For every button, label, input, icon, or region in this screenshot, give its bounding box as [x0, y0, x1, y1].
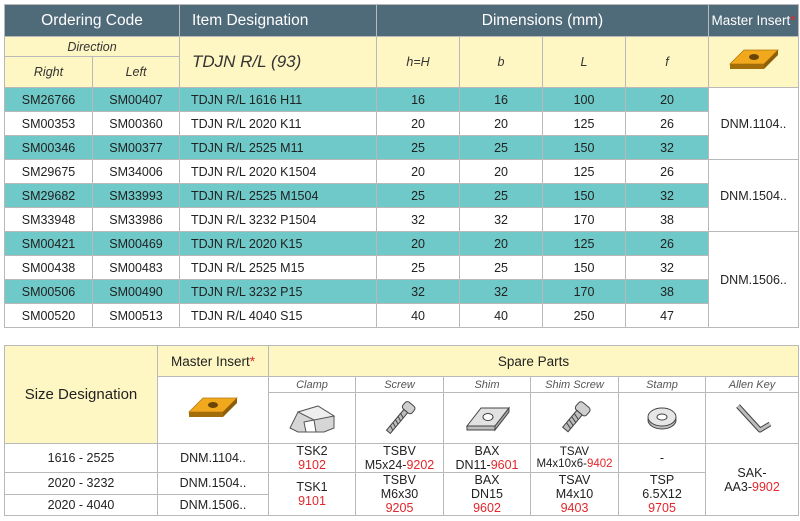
shim-screw-code: TSAV [559, 446, 590, 458]
master-insert-image [709, 37, 799, 88]
dim-f: 38 [626, 208, 709, 232]
stamp-value: - [619, 444, 706, 473]
item-designation: TDJN R/L 3232 P15 [180, 280, 377, 304]
table-row [5, 232, 799, 256]
code-right: SM00438 [5, 256, 93, 280]
dim-b-header: b [460, 37, 543, 88]
master-insert-value: DNM.1504.. [158, 473, 269, 495]
shim-screw-value [531, 444, 619, 473]
code-right: SM00506 [5, 280, 93, 304]
dim-h: 25 [377, 256, 460, 280]
dim-f: 32 [626, 256, 709, 280]
allen-key-value [706, 444, 799, 516]
code-right: SM29675 [5, 160, 93, 184]
shim-screw-header: Shim Screw [531, 377, 619, 393]
screw-size: M6x30 [380, 487, 419, 501]
screw-code: TSBV [383, 473, 416, 487]
shim-screw-image [531, 393, 619, 444]
code-left: SM00483 [93, 256, 180, 280]
table-row [5, 112, 799, 136]
item-designation: TDJN R/L 3232 P1504 [180, 208, 377, 232]
code-left: SM00490 [93, 280, 180, 304]
code-right: SM00346 [5, 136, 93, 160]
size-designation: 1616 - 2525 [5, 444, 158, 473]
item-designation: TDJN R/L 2020 K15 [180, 232, 377, 256]
dim-l: 125 [543, 232, 626, 256]
table-row [5, 473, 799, 495]
allen-key-size: AA3- [724, 479, 752, 494]
clamp-number: 9101 [298, 494, 326, 508]
shim-header: Shim [444, 377, 531, 393]
dim-h: 32 [377, 280, 460, 304]
table-row [5, 184, 799, 208]
shim-icon [459, 398, 515, 438]
dim-f: 32 [626, 136, 709, 160]
table-row [5, 208, 799, 232]
table-row [5, 88, 799, 112]
dim-b: 32 [460, 280, 543, 304]
code-left: SM33986 [93, 208, 180, 232]
clamp-value [269, 473, 356, 516]
screw-icon [372, 398, 428, 438]
size-designation: 2020 - 3232 [5, 473, 158, 495]
dim-f: 47 [626, 304, 709, 328]
item-designation: TDJN R/L 2020 K1504 [180, 160, 377, 184]
item-designation: TDJN R/L 4040 S15 [180, 304, 377, 328]
dim-h: 20 [377, 112, 460, 136]
dim-b: 20 [460, 232, 543, 256]
screw-header: Screw [356, 377, 444, 393]
dim-l: 250 [543, 304, 626, 328]
dim-f: 26 [626, 112, 709, 136]
dim-f: 38 [626, 280, 709, 304]
shim-image [444, 393, 531, 444]
dim-h: 25 [377, 184, 460, 208]
dim-b: 25 [460, 184, 543, 208]
dim-f: 20 [626, 88, 709, 112]
master-insert-header [709, 5, 799, 37]
screw-value [356, 473, 444, 516]
master-insert-label: Master Insert [170, 353, 250, 369]
stamp-image [619, 393, 706, 444]
code-left: SM00513 [93, 304, 180, 328]
dim-l: 170 [543, 280, 626, 304]
stamp-header: Stamp [619, 377, 706, 393]
shim-size: DN15 [471, 487, 503, 501]
code-left: SM00360 [93, 112, 180, 136]
table-row [5, 160, 799, 184]
ordering-code-header: Ordering Code [5, 5, 180, 37]
clamp-code: TSK1 [296, 480, 328, 494]
dim-b: 25 [460, 136, 543, 160]
master-insert-value: DNM.1506.. [158, 494, 269, 516]
dim-l: 150 [543, 184, 626, 208]
diamond-insert-icon [728, 42, 780, 82]
screw-number: 9205 [385, 501, 414, 515]
shim-code: BAX [474, 444, 500, 458]
stamp-size: 6.5X12 [642, 487, 682, 501]
dim-f: 32 [626, 184, 709, 208]
shim-number: 9601 [490, 458, 519, 472]
item-title: TDJN R/L (93) [180, 37, 377, 88]
diamond-insert-icon [187, 390, 239, 430]
direction-right-header: Right [5, 57, 93, 88]
master-insert-value: DNM.1104.. [158, 444, 269, 473]
code-right: SM29682 [5, 184, 93, 208]
dim-f-header: f [626, 37, 709, 88]
stamp-value [619, 473, 706, 516]
table-row [5, 256, 799, 280]
screw-value [356, 444, 444, 473]
allen-key-icon [724, 398, 780, 438]
master-insert-value: DNM.1104.. [709, 88, 799, 160]
spare-parts-header: Spare Parts [269, 346, 799, 377]
dim-h: 20 [377, 232, 460, 256]
shim-number: 9602 [473, 501, 501, 515]
clamp-header: Clamp [269, 377, 356, 393]
dim-h: 20 [377, 160, 460, 184]
allen-key-code: SAK- [737, 465, 767, 480]
master-insert-value: DNM.1506.. [709, 232, 799, 328]
code-right: SM00520 [5, 304, 93, 328]
item-designation-header: Item Designation [180, 5, 377, 37]
clamp-number: 9102 [298, 458, 326, 472]
stamp-code: TSP [649, 473, 675, 487]
dim-h-header: h=H [377, 37, 460, 88]
shim-value [444, 444, 531, 473]
screw-code: TSBV [383, 444, 416, 458]
shim-screw-number: 9403 [560, 501, 589, 515]
spare-parts-table [4, 345, 799, 516]
item-designation: TDJN R/L 2525 M1504 [180, 184, 377, 208]
dim-l-header: L [543, 37, 626, 88]
code-left: SM00377 [93, 136, 180, 160]
dim-h: 32 [377, 208, 460, 232]
item-designation: TDJN R/L 1616 H11 [180, 88, 377, 112]
asterisk: * [249, 353, 256, 369]
allen-key-number: 9902 [752, 479, 780, 494]
dim-l: 150 [543, 256, 626, 280]
clamp-value [269, 444, 356, 473]
direction-header: Direction [5, 37, 180, 57]
dim-l: 170 [543, 208, 626, 232]
dim-l: 100 [543, 88, 626, 112]
dim-l: 125 [543, 160, 626, 184]
dim-b: 20 [460, 112, 543, 136]
master-insert-label: Master Insert [711, 13, 791, 28]
code-left: SM00469 [93, 232, 180, 256]
shim-screw-code: TSAV [558, 473, 591, 487]
table-row [5, 280, 799, 304]
shim-screw-size: M4x10x6- [536, 458, 587, 470]
dim-b: 32 [460, 208, 543, 232]
dim-f: 26 [626, 160, 709, 184]
size-designation: 2020 - 4040 [5, 494, 158, 516]
item-designation: TDJN R/L 2525 M11 [180, 136, 377, 160]
shim-screw-number: 9402 [586, 458, 613, 470]
toolholder-table [4, 4, 799, 328]
clamp-image [269, 393, 356, 444]
screw-image [356, 393, 444, 444]
code-right: SM00421 [5, 232, 93, 256]
code-left: SM34006 [93, 160, 180, 184]
asterisk: * [790, 13, 796, 28]
direction-left-header: Left [93, 57, 180, 88]
shim-size: DN11- [455, 458, 491, 472]
size-designation-header: Size Designation [5, 346, 158, 444]
table-row [5, 304, 799, 328]
dim-l: 125 [543, 112, 626, 136]
dim-l: 150 [543, 136, 626, 160]
allen-key-image [706, 393, 799, 444]
dim-h: 40 [377, 304, 460, 328]
master-insert-image [158, 377, 269, 444]
dim-b: 20 [460, 160, 543, 184]
stamp-number: 9705 [648, 501, 676, 515]
shim-screw-size: M4x10 [555, 487, 594, 501]
clamp-icon [284, 398, 340, 438]
shim-screw-value [531, 473, 619, 516]
table-row [5, 444, 799, 473]
allen-key-header: Allen Key [706, 377, 799, 393]
master-insert-value: DNM.1504.. [709, 160, 799, 232]
clamp-code: TSK2 [296, 444, 328, 458]
code-left: SM33993 [93, 184, 180, 208]
code-right: SM33948 [5, 208, 93, 232]
item-designation: TDJN R/L 2525 M15 [180, 256, 377, 280]
shim-code: BAX [474, 473, 500, 487]
dim-h: 16 [377, 88, 460, 112]
washer-icon [634, 398, 690, 438]
dimensions-header: Dimensions (mm) [377, 5, 709, 37]
code-right: SM00353 [5, 112, 93, 136]
shim-value [444, 473, 531, 516]
screw-size: M5x24- [364, 458, 407, 472]
table-row [5, 136, 799, 160]
shim-screw-icon [547, 398, 603, 438]
dim-b: 25 [460, 256, 543, 280]
dim-b: 40 [460, 304, 543, 328]
code-left: SM00407 [93, 88, 180, 112]
item-designation: TDJN R/L 2020 K11 [180, 112, 377, 136]
master-insert-header [158, 346, 269, 377]
screw-number: 9202 [406, 458, 435, 472]
dim-h: 25 [377, 136, 460, 160]
dim-f: 26 [626, 232, 709, 256]
code-right: SM26766 [5, 88, 93, 112]
dim-b: 16 [460, 88, 543, 112]
